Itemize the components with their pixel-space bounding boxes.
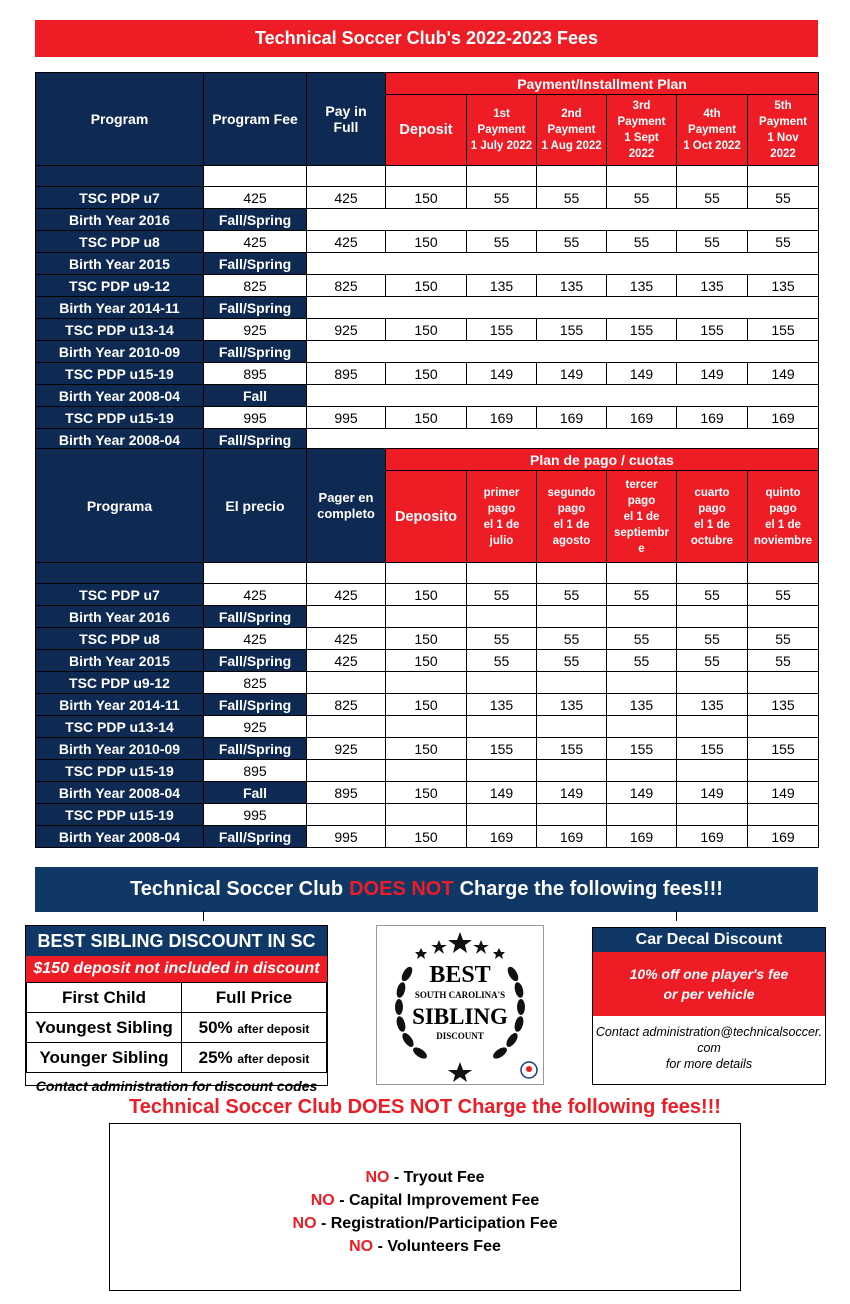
fee-cell bbox=[537, 804, 607, 826]
header-pay-in-full: Pay in Full bbox=[307, 73, 386, 166]
fee-cell: 135 bbox=[607, 694, 677, 716]
fee-cell: 425 bbox=[204, 584, 307, 606]
fee-cell: 169 bbox=[467, 407, 537, 429]
fee-cell bbox=[386, 606, 467, 628]
birth-year: Birth Year 2008-04 bbox=[36, 385, 204, 407]
sibling-discount-subtitle: $150 deposit not included in discount bbox=[26, 956, 327, 982]
program-name: TSC PDP u15-19 bbox=[36, 760, 204, 782]
fee-cell: 155 bbox=[607, 319, 677, 341]
sibling-discount-badge bbox=[376, 925, 544, 1085]
fee-cell: 150 bbox=[386, 363, 467, 385]
fee-cell: 425 bbox=[307, 628, 386, 650]
program-name: TSC PDP u13-14 bbox=[36, 319, 204, 341]
fee-cell: 149 bbox=[748, 363, 819, 385]
fee-cell: 425 bbox=[204, 628, 307, 650]
spacer-cell bbox=[307, 166, 386, 187]
fee-cell bbox=[386, 716, 467, 738]
fee-cell: 149 bbox=[607, 363, 677, 385]
fee-cell: 55 bbox=[748, 650, 819, 672]
season-tag: Fall/Spring bbox=[204, 253, 307, 275]
fee-cell: 135 bbox=[607, 275, 677, 297]
spacer-cell bbox=[467, 166, 537, 187]
table-row bbox=[36, 672, 819, 694]
header-payment-5: 5th Payment 1 Nov 2022 bbox=[748, 95, 819, 166]
fee-cell: 55 bbox=[748, 628, 819, 650]
table-row bbox=[36, 584, 819, 606]
header-payment-4: cuarto pago el 1 de octubre bbox=[677, 471, 748, 563]
spacer-cell bbox=[467, 563, 537, 584]
spacer-row bbox=[36, 166, 819, 187]
season-tag: Fall/Spring bbox=[204, 694, 307, 716]
fee-cell: 825 bbox=[204, 275, 307, 297]
spacer-cell bbox=[748, 563, 819, 584]
fee-cell: 135 bbox=[537, 275, 607, 297]
season-tag: Fall/Spring bbox=[204, 738, 307, 760]
fee-cell bbox=[307, 672, 386, 694]
header-deposit: Deposit bbox=[386, 95, 467, 166]
fee-cell: 149 bbox=[537, 782, 607, 804]
fee-cell bbox=[537, 606, 607, 628]
table-row bbox=[36, 363, 819, 385]
fee-cell: 150 bbox=[386, 782, 467, 804]
table-row bbox=[36, 253, 819, 275]
fee-cell bbox=[467, 672, 537, 694]
fee-cell: 150 bbox=[386, 628, 467, 650]
fee-cell: 155 bbox=[677, 319, 748, 341]
fee-cell bbox=[748, 606, 819, 628]
fee-cell bbox=[386, 804, 467, 826]
fee-cell bbox=[607, 606, 677, 628]
fee-cell: 150 bbox=[386, 694, 467, 716]
header-payment-4: 4th Payment 1 Oct 2022 bbox=[677, 95, 748, 166]
no-fees-title: Technical Soccer Club DOES NOT Charge the following fees!!! bbox=[129, 1096, 721, 1118]
fee-cell: 155 bbox=[537, 319, 607, 341]
fee-cell bbox=[607, 760, 677, 782]
program-name: TSC PDP u15-19 bbox=[36, 363, 204, 385]
fee-cell: 155 bbox=[467, 319, 537, 341]
fee-cell: 55 bbox=[537, 584, 607, 606]
fee-cell: 149 bbox=[677, 782, 748, 804]
table-row bbox=[36, 319, 819, 341]
season-tag: Fall/Spring bbox=[204, 341, 307, 363]
fee-cell bbox=[748, 760, 819, 782]
fee-cell bbox=[677, 606, 748, 628]
fee-cell: 995 bbox=[307, 407, 386, 429]
does-not-charge-banner: Technical Soccer Club DOES NOT Charge the following fees!!! bbox=[35, 867, 818, 912]
spacer-cell bbox=[607, 563, 677, 584]
spacer-cell bbox=[537, 166, 607, 187]
table-row bbox=[36, 231, 819, 253]
fee-cell: 55 bbox=[607, 187, 677, 209]
fee-cell: 155 bbox=[748, 319, 819, 341]
fee-cell: 155 bbox=[677, 738, 748, 760]
fee-cell: 135 bbox=[467, 694, 537, 716]
fee-cell bbox=[307, 760, 386, 782]
spacer-cell bbox=[307, 563, 386, 584]
svg-text:SOUTH CAROLINA'S: SOUTH CAROLINA'S bbox=[414, 990, 506, 1000]
fee-cell: 825 bbox=[204, 672, 307, 694]
fee-cell: 895 bbox=[307, 363, 386, 385]
header-payment-3: 3rd Payment 1 Sept 2022 bbox=[607, 95, 677, 166]
fee-cell: 150 bbox=[386, 584, 467, 606]
header-program: Program bbox=[36, 73, 204, 166]
fee-cell: 169 bbox=[607, 826, 677, 848]
fee-cell: 55 bbox=[607, 584, 677, 606]
fee-cell bbox=[677, 760, 748, 782]
laurel-wreath-icon bbox=[377, 926, 543, 1084]
header-payment-2: segundo pago el 1 de agosto bbox=[537, 471, 607, 563]
fee-cell: 55 bbox=[677, 628, 748, 650]
sibling-discount-title: BEST SIBLING DISCOUNT IN SC bbox=[26, 926, 327, 956]
fee-cell: 425 bbox=[307, 584, 386, 606]
car-decal-offer: 10% off one player's fee or per vehicle bbox=[593, 952, 825, 1016]
fee-cell: 150 bbox=[386, 319, 467, 341]
spacer-cell bbox=[204, 563, 307, 584]
fee-cell: 135 bbox=[748, 694, 819, 716]
spacer-cell bbox=[386, 166, 467, 187]
fee-cell: 425 bbox=[307, 650, 386, 672]
header-payment-1: primer pago el 1 de julio bbox=[467, 471, 537, 563]
fee-cell: 55 bbox=[607, 231, 677, 253]
header-program-fee: Program Fee bbox=[204, 73, 307, 166]
table-row bbox=[36, 738, 819, 760]
birth-year: Birth Year 2016 bbox=[36, 606, 204, 628]
fee-cell: 55 bbox=[607, 628, 677, 650]
fee-cell: 155 bbox=[607, 738, 677, 760]
fee-cell: 169 bbox=[537, 826, 607, 848]
fee-cell: 55 bbox=[537, 187, 607, 209]
spacer-cell bbox=[36, 166, 204, 187]
table-row bbox=[36, 716, 819, 738]
spacer-cell bbox=[537, 563, 607, 584]
fee-cell: 135 bbox=[467, 275, 537, 297]
fee-cell: 149 bbox=[677, 363, 748, 385]
birth-year: Birth Year 2014-11 bbox=[36, 297, 204, 319]
fee-cell bbox=[677, 804, 748, 826]
fee-cell: 55 bbox=[748, 231, 819, 253]
svg-text:DISCOUNT: DISCOUNT bbox=[436, 1031, 484, 1041]
fee-cell bbox=[748, 804, 819, 826]
empty-cell bbox=[307, 253, 819, 275]
table-row bbox=[36, 341, 819, 363]
fee-cell: 55 bbox=[748, 187, 819, 209]
birth-year: Birth Year 2016 bbox=[36, 209, 204, 231]
fee-cell: 925 bbox=[307, 319, 386, 341]
divider-tick bbox=[676, 911, 677, 921]
fee-cell: 135 bbox=[677, 694, 748, 716]
fee-cell bbox=[677, 716, 748, 738]
fee-cell: 995 bbox=[204, 804, 307, 826]
program-name: TSC PDP u7 bbox=[36, 187, 204, 209]
table-row bbox=[36, 407, 819, 429]
no-fee-item: NO - Capital Improvement Fee bbox=[310, 1192, 540, 1209]
table-row bbox=[36, 760, 819, 782]
fee-cell: 55 bbox=[677, 584, 748, 606]
sibling-row: First Child Full Price bbox=[27, 983, 327, 1013]
table-row bbox=[36, 826, 819, 848]
fee-cell: 169 bbox=[537, 407, 607, 429]
fee-table-english bbox=[35, 72, 819, 451]
fee-cell bbox=[467, 804, 537, 826]
table-row bbox=[36, 694, 819, 716]
fee-cell bbox=[307, 606, 386, 628]
fee-cell bbox=[748, 716, 819, 738]
spacer-cell bbox=[677, 563, 748, 584]
program-name: TSC PDP u13-14 bbox=[36, 716, 204, 738]
season-tag: Fall/Spring bbox=[204, 650, 307, 672]
table-row bbox=[36, 297, 819, 319]
fee-cell bbox=[386, 672, 467, 694]
fee-cell bbox=[307, 804, 386, 826]
season-tag: Fall/Spring bbox=[204, 209, 307, 231]
fee-cell: 149 bbox=[537, 363, 607, 385]
fee-cell bbox=[537, 760, 607, 782]
fee-cell: 895 bbox=[307, 782, 386, 804]
fee-cell: 150 bbox=[386, 738, 467, 760]
fee-cell: 150 bbox=[386, 275, 467, 297]
fee-cell: 925 bbox=[204, 319, 307, 341]
table-row bbox=[36, 650, 819, 672]
sibling-discount-table bbox=[26, 982, 327, 1073]
fee-cell bbox=[467, 760, 537, 782]
fee-cell: 150 bbox=[386, 650, 467, 672]
fee-cell bbox=[467, 716, 537, 738]
fee-cell: 55 bbox=[537, 650, 607, 672]
fee-cell: 149 bbox=[467, 363, 537, 385]
birth-year: Birth Year 2008-04 bbox=[36, 429, 204, 451]
header-program: Programa bbox=[36, 449, 204, 563]
fee-cell: 995 bbox=[307, 826, 386, 848]
fee-cell: 155 bbox=[467, 738, 537, 760]
svg-text:BEST: BEST bbox=[429, 962, 491, 988]
fee-cell: 55 bbox=[537, 628, 607, 650]
header-payment-plan: Plan de pago / cuotas bbox=[386, 449, 819, 471]
fee-cell: 425 bbox=[204, 187, 307, 209]
spacer-cell bbox=[204, 166, 307, 187]
fee-cell: 55 bbox=[607, 650, 677, 672]
table-row bbox=[36, 275, 819, 297]
fee-cell: 825 bbox=[307, 275, 386, 297]
car-decal-discount-box bbox=[592, 927, 826, 1085]
birth-year: Birth Year 2008-04 bbox=[36, 782, 204, 804]
fee-cell: 169 bbox=[677, 407, 748, 429]
fee-cell: 55 bbox=[467, 187, 537, 209]
header-payment-plan: Payment/Installment Plan bbox=[386, 73, 819, 95]
header-row bbox=[36, 449, 819, 471]
fee-cell: 425 bbox=[307, 231, 386, 253]
program-name: TSC PDP u15-19 bbox=[36, 407, 204, 429]
table-row bbox=[36, 209, 819, 231]
fee-cell: 55 bbox=[748, 584, 819, 606]
header-payment-3: tercer pago el 1 de septiembr e bbox=[607, 471, 677, 563]
table-row bbox=[36, 385, 819, 407]
empty-cell bbox=[307, 385, 819, 407]
fee-cell: 135 bbox=[748, 275, 819, 297]
spacer-cell bbox=[386, 563, 467, 584]
sibling-discount-footer: Contact administration for discount codes bbox=[35, 1078, 318, 1094]
fee-cell: 925 bbox=[204, 716, 307, 738]
birth-year: Birth Year 2008-04 bbox=[36, 826, 204, 848]
empty-cell bbox=[307, 297, 819, 319]
fee-cell: 895 bbox=[204, 760, 307, 782]
no-fees-list bbox=[109, 1123, 741, 1291]
fee-cell: 150 bbox=[386, 407, 467, 429]
spacer-cell bbox=[36, 563, 204, 584]
table-row bbox=[36, 628, 819, 650]
season-tag: Fall/Spring bbox=[204, 826, 307, 848]
table-row bbox=[36, 804, 819, 826]
fee-cell: 149 bbox=[607, 782, 677, 804]
fee-cell: 135 bbox=[537, 694, 607, 716]
fee-cell bbox=[307, 716, 386, 738]
svg-text:SIBLING: SIBLING bbox=[412, 1004, 508, 1029]
fee-cell: 135 bbox=[677, 275, 748, 297]
fee-cell bbox=[677, 672, 748, 694]
sibling-row: Youngest Sibling 50% after deposit bbox=[27, 1013, 327, 1043]
season-tag: Fall/Spring bbox=[204, 606, 307, 628]
birth-year: Birth Year 2015 bbox=[36, 253, 204, 275]
birth-year: Birth Year 2014-11 bbox=[36, 694, 204, 716]
fee-cell: 55 bbox=[467, 584, 537, 606]
car-decal-contact: Contact administration@technicalsoccer.com for more details bbox=[595, 1025, 823, 1071]
program-name: TSC PDP u7 bbox=[36, 584, 204, 606]
fee-cell bbox=[537, 716, 607, 738]
header-program-fee: El precio bbox=[204, 449, 307, 563]
empty-cell bbox=[307, 209, 819, 231]
fee-cell: 55 bbox=[467, 628, 537, 650]
fee-cell: 925 bbox=[307, 738, 386, 760]
fee-cell: 55 bbox=[537, 231, 607, 253]
header-row bbox=[36, 73, 819, 95]
fee-cell: 155 bbox=[748, 738, 819, 760]
fee-cell bbox=[607, 672, 677, 694]
season-tag: Fall/Spring bbox=[204, 429, 307, 451]
fee-cell: 169 bbox=[748, 826, 819, 848]
fee-cell bbox=[537, 672, 607, 694]
header-payment-5: quinto pago el 1 de noviembre bbox=[748, 471, 819, 563]
birth-year: Birth Year 2010-09 bbox=[36, 341, 204, 363]
program-name: TSC PDP u8 bbox=[36, 231, 204, 253]
header-pay-in-full: Pager en completo bbox=[307, 449, 386, 563]
sibling-discount-box bbox=[25, 925, 328, 1094]
season-tag: Fall/Spring bbox=[204, 297, 307, 319]
fee-cell: 995 bbox=[204, 407, 307, 429]
fee-cell: 55 bbox=[467, 231, 537, 253]
program-name: TSC PDP u9-12 bbox=[36, 672, 204, 694]
table-row bbox=[36, 782, 819, 804]
fee-cell: 169 bbox=[748, 407, 819, 429]
fee-cell: 825 bbox=[307, 694, 386, 716]
sibling-row: Younger Sibling 25% after deposit bbox=[27, 1043, 327, 1073]
fee-cell: 149 bbox=[467, 782, 537, 804]
fee-cell bbox=[607, 804, 677, 826]
fee-cell: 150 bbox=[386, 187, 467, 209]
fee-cell bbox=[467, 606, 537, 628]
fee-cell: 169 bbox=[467, 826, 537, 848]
divider-tick bbox=[203, 911, 204, 921]
fee-cell: 895 bbox=[204, 363, 307, 385]
fee-cell: 155 bbox=[537, 738, 607, 760]
fee-cell bbox=[607, 716, 677, 738]
program-name: TSC PDP u9-12 bbox=[36, 275, 204, 297]
fee-cell: 169 bbox=[607, 407, 677, 429]
fee-cell: 425 bbox=[204, 231, 307, 253]
fee-cell: 150 bbox=[386, 826, 467, 848]
table-row bbox=[36, 606, 819, 628]
no-fee-item: NO - Tryout Fee bbox=[365, 1169, 485, 1186]
no-fee-item: NO - Volunteers Fee bbox=[349, 1238, 501, 1255]
fee-cell: 55 bbox=[677, 231, 748, 253]
fee-cell: 425 bbox=[307, 187, 386, 209]
season-tag: Fall bbox=[204, 782, 307, 804]
birth-year: Birth Year 2015 bbox=[36, 650, 204, 672]
fee-cell: 169 bbox=[677, 826, 748, 848]
table-row bbox=[36, 187, 819, 209]
no-fee-item: NO - Registration/Participation Fee bbox=[292, 1215, 558, 1232]
birth-year: Birth Year 2010-09 bbox=[36, 738, 204, 760]
empty-cell bbox=[307, 341, 819, 363]
spacer-cell bbox=[748, 166, 819, 187]
fee-cell bbox=[386, 760, 467, 782]
fee-cell: 149 bbox=[748, 782, 819, 804]
spacer-cell bbox=[677, 166, 748, 187]
fee-cell: 150 bbox=[386, 231, 467, 253]
header-payment-1: 1st Payment 1 July 2022 bbox=[467, 95, 537, 166]
fee-cell: 55 bbox=[677, 187, 748, 209]
program-name: TSC PDP u8 bbox=[36, 628, 204, 650]
program-name: TSC PDP u15-19 bbox=[36, 804, 204, 826]
header-deposit: Deposito bbox=[386, 471, 467, 563]
fee-cell: 55 bbox=[677, 650, 748, 672]
fee-cell bbox=[748, 672, 819, 694]
fee-table-spanish bbox=[35, 448, 819, 848]
car-decal-title: Car Decal Discount bbox=[593, 928, 825, 952]
fee-cell: 55 bbox=[467, 650, 537, 672]
spacer-row bbox=[36, 563, 819, 584]
season-tag: Fall bbox=[204, 385, 307, 407]
spacer-cell bbox=[607, 166, 677, 187]
page-title: Technical Soccer Club's 2022-2023 Fees bbox=[35, 20, 818, 57]
header-payment-2: 2nd Payment 1 Aug 2022 bbox=[537, 95, 607, 166]
